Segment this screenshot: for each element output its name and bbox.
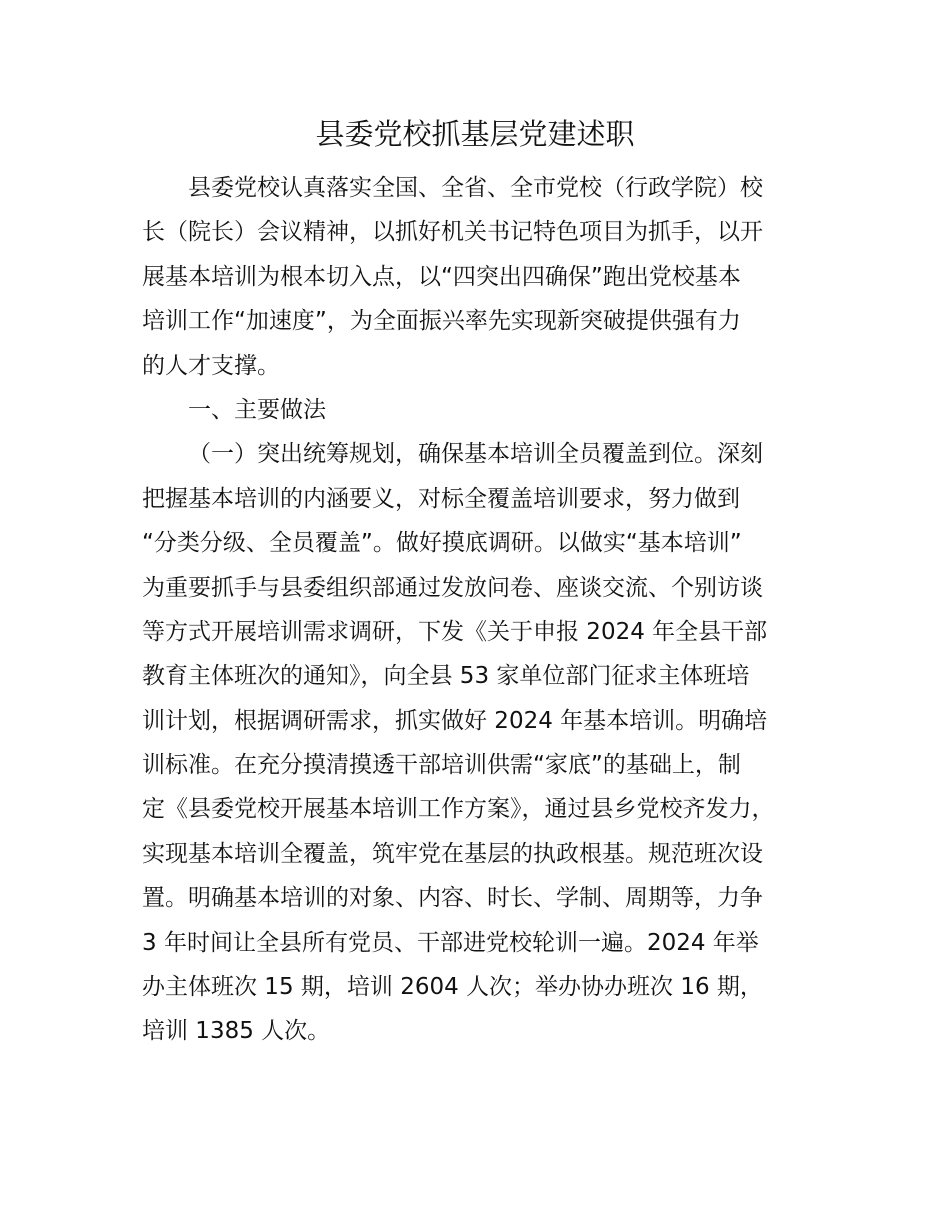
text-line: 培训工作“加速度”，为全面振兴率先实现新突破提供强有力 [142,308,741,335]
document-body [142,166,832,1054]
text-line: 为重要抓手与县委组织部通过发放问卷、座谈交流、个别访谈 [142,574,763,601]
text-line: 培训 1385 人次。 [142,1018,331,1045]
text-line: 3 年时间让全县所有党员、干部进党校轮训一遍。2024 年举 [142,929,759,956]
text-line: “分类分级、全员覆盖”。做好摸底调研。以做实“基本培训” [142,530,742,557]
text-line: 把握基本培训的内涵要义，对标全覆盖培训要求，努力做到 [142,485,740,512]
text-line: 训标准。在充分摸清摸透干部培训供需“家底”的基础上，制 [142,752,741,779]
text-line: 教育主体班次的通知》，向全县 53 家单位部门征求主体班培 [142,663,750,690]
text-line: （一）突出统筹规划，确保基本培训全员覆盖到位。深刻 [188,441,763,468]
text-line: 展基本培训为根本切入点，以“四突出四确保”跑出党校基本 [142,263,741,290]
text-line: 一、主要做法 [188,396,326,423]
text-line: 县委党校认真落实全国、全省、全市党校（行政学院）校 [188,175,763,201]
text-line: 定《县委党校开展基本培训工作方案》，通过县乡党校齐发力， [142,796,775,823]
text-line: 实现基本培训全覆盖，筑牢党在基层的执政根基。规范班次设 [142,840,763,867]
text-line: 的人才支撑。 [142,352,280,379]
document-title: 县委党校抓基层党建述职 [315,117,635,151]
text-line: 等方式开展培训需求调研，下发《关于申报 2024 年全县干部 [142,618,768,645]
text-line: 办主体班次 15 期，培训 2604 人次；举办协办班次 16 期， [142,974,763,1001]
text-line: 长（院长）会议精神，以抓好机关书记特色项目为抓手，以开 [142,219,763,246]
text-line: 置。明确基本培训的对象、内容、时长、学制、周期等，力争 [142,885,763,912]
text-line: 训计划，根据调研需求，抓实做好 2024 年基本培训。明确培 [142,707,768,734]
